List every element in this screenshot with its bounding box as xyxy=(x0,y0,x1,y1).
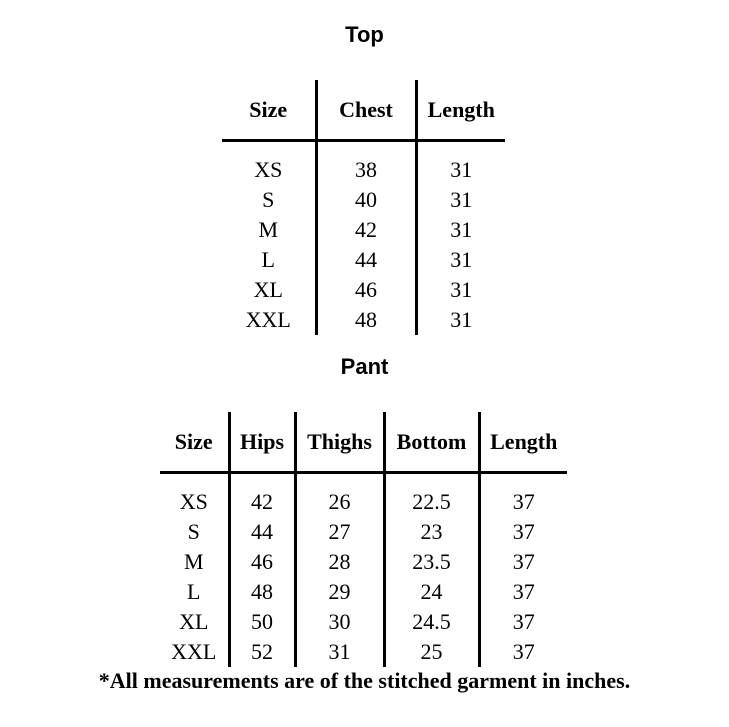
column-header-chest: Chest xyxy=(316,80,416,141)
length-cell: 31 xyxy=(450,157,473,182)
table-header-row xyxy=(160,412,567,473)
thighs-cell: 26 xyxy=(295,487,384,517)
length-cell: 31 xyxy=(450,217,473,242)
table-row xyxy=(222,245,505,275)
size-cell: XXL xyxy=(160,637,229,667)
column-header-size: Size xyxy=(222,80,316,141)
hips-cell: 44 xyxy=(229,517,295,547)
thighs-cell: 27 xyxy=(295,517,384,547)
size-cell: S xyxy=(160,517,229,547)
table-row xyxy=(222,275,505,305)
table-row xyxy=(160,547,567,577)
hips-cell: 48 xyxy=(229,577,295,607)
length-cell: 37 xyxy=(512,609,535,634)
column-header-bottom: Bottom xyxy=(384,412,479,473)
column-header-size: Size xyxy=(160,412,229,473)
size-cell: XL xyxy=(222,275,316,305)
size-cell: XXL xyxy=(222,305,316,335)
pant-section-title: Pant xyxy=(340,354,389,379)
table-row xyxy=(222,155,505,185)
pant-size-table xyxy=(160,412,567,667)
bottom-cell: 23.5 xyxy=(384,547,479,577)
table-row xyxy=(222,215,505,245)
chest-cell: 40 xyxy=(316,185,416,215)
bottom-cell: 24 xyxy=(384,577,479,607)
size-cell: M xyxy=(222,215,316,245)
size-cell: S xyxy=(222,185,316,215)
bottom-cell: 23 xyxy=(384,517,479,547)
length-cell: 31 xyxy=(450,247,473,272)
table-row xyxy=(160,487,567,517)
hips-cell: 46 xyxy=(229,547,295,577)
column-header-length: Length xyxy=(479,412,567,473)
table-row xyxy=(160,637,567,667)
chest-cell: 38 xyxy=(316,155,416,185)
table-header-row xyxy=(222,80,505,141)
hips-cell: 42 xyxy=(229,487,295,517)
length-cell: 31 xyxy=(450,277,473,302)
size-cell: L xyxy=(222,245,316,275)
thighs-cell: 30 xyxy=(295,607,384,637)
size-cell: XS xyxy=(160,487,229,517)
length-cell: 37 xyxy=(512,579,535,604)
bottom-cell: 22.5 xyxy=(384,487,479,517)
bottom-cell: 25 xyxy=(384,637,479,667)
thighs-cell: 31 xyxy=(295,637,384,667)
table-row xyxy=(222,305,505,335)
chest-cell: 46 xyxy=(316,275,416,305)
chest-cell: 44 xyxy=(316,245,416,275)
hips-cell: 52 xyxy=(229,637,295,667)
length-cell: 37 xyxy=(512,549,535,574)
column-header-hips: Hips xyxy=(229,412,295,473)
table-row xyxy=(160,517,567,547)
size-cell: L xyxy=(160,577,229,607)
length-cell: 37 xyxy=(512,489,535,514)
thighs-cell: 28 xyxy=(295,547,384,577)
table-row xyxy=(160,577,567,607)
top-section-title: Top xyxy=(345,22,384,47)
length-cell: 37 xyxy=(512,639,535,664)
chest-cell: 48 xyxy=(316,305,416,335)
thighs-cell: 29 xyxy=(295,577,384,607)
hips-cell: 50 xyxy=(229,607,295,637)
table-row xyxy=(222,185,505,215)
length-cell: 37 xyxy=(512,519,535,544)
size-cell: XL xyxy=(160,607,229,637)
size-cell: XS xyxy=(222,155,316,185)
top-size-table xyxy=(222,80,505,335)
chest-cell: 42 xyxy=(316,215,416,245)
column-header-length: Length xyxy=(416,80,505,141)
measurement-footnote: *All measurements are of the stitched garment in inches. xyxy=(98,668,631,693)
length-cell: 31 xyxy=(450,307,473,332)
table-row xyxy=(160,607,567,637)
length-cell: 31 xyxy=(450,187,473,212)
bottom-cell: 24.5 xyxy=(384,607,479,637)
column-header-thighs: Thighs xyxy=(295,412,384,473)
size-cell: M xyxy=(160,547,229,577)
